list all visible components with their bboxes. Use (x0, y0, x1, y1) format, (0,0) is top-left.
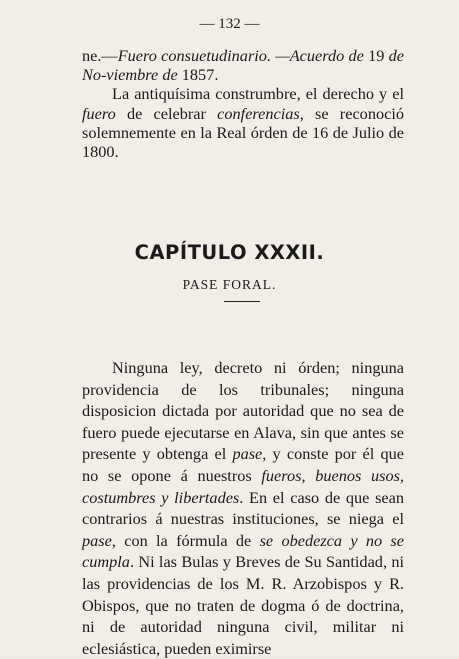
paragraph-text: Ninguna ley, decreto ni órden; ninguna providencia de los tribunales; ninguna disposicion dictada por autoridad que no sea de fuero puede ejecutarse en Alava, sin que antes se presente y obtenga el (82, 358, 404, 464)
italic-term: fuero (82, 103, 116, 123)
paragraph-text: , se reconoció solemnemente en la Real órden de 16 de Julio de 1800. (82, 103, 404, 162)
main-text-block (82, 357, 404, 659)
paragraph-text: , y conste por él que no se opone á nuestros (82, 444, 404, 485)
page-number: — 132 — (199, 16, 260, 32)
italic-term: pase (82, 530, 112, 550)
section-rule (224, 301, 260, 302)
paragraph-text: , con la fórmula de (111, 530, 260, 550)
conferencias-paragraph (82, 84, 404, 161)
top-text-block (82, 46, 404, 161)
italic-term: se obedezca y no se cumpla (82, 530, 404, 572)
citation-italic: Fuero consuetudinario. —Acuerdo de (117, 46, 364, 65)
italic-term: conferencias (217, 103, 300, 123)
citation-day: 19 (363, 46, 389, 65)
chapter-subtitle: PASE FORAL. (182, 277, 277, 292)
chapter-title: CAPÍTULO XXXII. (134, 241, 325, 264)
citation-italic: viembre de (106, 65, 178, 85)
italic-term: fueros, buenos usos, costumbres y libertades (82, 465, 404, 507)
paragraph-text: La antiquísima construmbre, el derecho y el (112, 84, 404, 104)
italic-term: pase (232, 444, 263, 464)
paragraph-text: . Ni las Bulas y Breves de Su Santidad, ni las providencias de los M. R. Arzobispos y R. Obispos, que no traten de dogma ó de doctrina, ni de autoridad ninguna civil, militar ni eclesiástica, pueden eximirse (82, 552, 404, 658)
citation-italic: de No- (82, 46, 405, 85)
paragraph-text: de celebrar (115, 103, 218, 123)
citation-text: ne.— (82, 46, 118, 65)
citation-year: 1857. (177, 65, 219, 85)
pase-foral-paragraph (82, 357, 404, 659)
paragraph-text: . En el caso de que sean contrarios á nuestras instituciones, se niega el (82, 487, 405, 529)
citation-paragraph (82, 46, 404, 84)
